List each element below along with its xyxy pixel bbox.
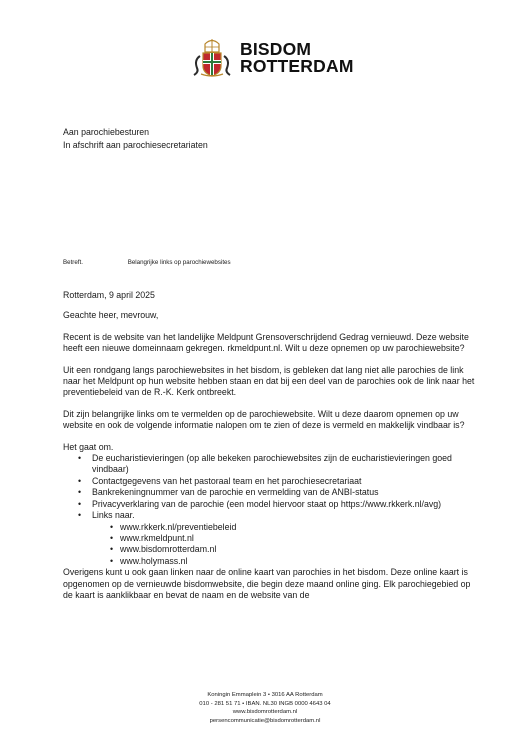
list-item: • Privacyverklaring van de parochie (een model hiervoor staat op https://www.rkkerk.nl/avg) (92, 499, 475, 510)
letter-footer (0, 691, 530, 726)
coat-of-arms-icon (190, 36, 234, 80)
link-item: • www.rkmeldpunt.nl (120, 533, 475, 544)
recipient-copy-line: In afschrift aan parochiesecretariaten (63, 139, 208, 150)
bisdom-logo (190, 36, 354, 80)
letter-body (63, 290, 475, 611)
salutation: Geachte heer, mevrouw, (63, 310, 159, 321)
paragraph: Uit een rondgang langs parochiewebsites in het bisdom, is gebleken dat lang niet alle parochies de link naar het Meldpunt op hun website hebben staan en dat bij een deel van de parochies ook de link naar het preventiebeleid van de R.-K. Kerk ontbreekt. (63, 364, 475, 398)
paragraph: Overigens kunt u ook gaan linken naar de online kaart van parochies in het bisdom. Deze online kaart is opgenomen op de vernieuwde bisdomwebsite, die begin deze maand online ging. Elk parochiegebied op de kaart is aanklikbaar en bevat de naam en de website van de (63, 567, 471, 600)
recipient-line: Aan parochiebesturen (63, 127, 150, 137)
link-item: • www.bisdomrotterdam.nl (120, 544, 475, 555)
paragraph: Recent is de website van het landelijke Meldpunt Grensoverschrijdend Gedrag vernieuwd. Deze website heeft een nieuwe domeinnaam gekregen. rkmeldpunt.nl. Wilt u deze opnemen op uw parochiewebsite? (63, 331, 469, 354)
links-intro: Links naar. (92, 510, 135, 521)
list-item: • Contactgegevens van het pastoraal team en het parochiesecretariaat (92, 476, 475, 487)
link-item: • www.rkkerk.nl/preventiebeleid (120, 522, 475, 533)
footer-email: persencommunicatie@bisdomrotterdam.nl (209, 718, 321, 725)
list-item (92, 510, 475, 567)
subject-line (63, 259, 231, 266)
footer-phone-iban: 010 - 281 51 71 • IBAN. NL30 INGB 0000 4643 04 (199, 700, 331, 707)
list-item: • De eucharistievieringen (op alle bekeken parochiewebsites zijn de eucharistievieringen goed vindbaar) (92, 453, 475, 476)
checklist (63, 453, 475, 567)
letter-date: Rotterdam, 9 april 2025 (63, 290, 155, 300)
paragraph: Dit zijn belangrijke links om te vermelden op de parochiewebsite. Wilt u deze daarom opnemen op uw website en ook de volgende informatie nalopen om te zien of deze is vermeld en makkelijk vindbaar is? (63, 408, 465, 431)
footer-website: www.bisdomrotterdam.nl (232, 709, 298, 716)
logo-line-bisdom: BISDOM (240, 39, 312, 59)
links-list (92, 522, 475, 568)
subject-label: Betreft. (63, 259, 83, 266)
subject-text: Belangrijke links op parochiewebsites (127, 259, 231, 266)
logo-line-rotterdam: ROTTERDAM (240, 56, 354, 76)
list-item: • Bankrekeningnummer van de parochie en vermelding van de ANBI-status (92, 487, 475, 498)
footer-address: Koningin Emmaplein 3 • 3016 AA Rotterdam (207, 692, 323, 698)
link-item: • www.holymass.nl (120, 556, 475, 567)
logo-wordmark (240, 41, 354, 75)
recipient-block (63, 126, 208, 151)
list-intro: Het gaat om. (63, 441, 114, 452)
